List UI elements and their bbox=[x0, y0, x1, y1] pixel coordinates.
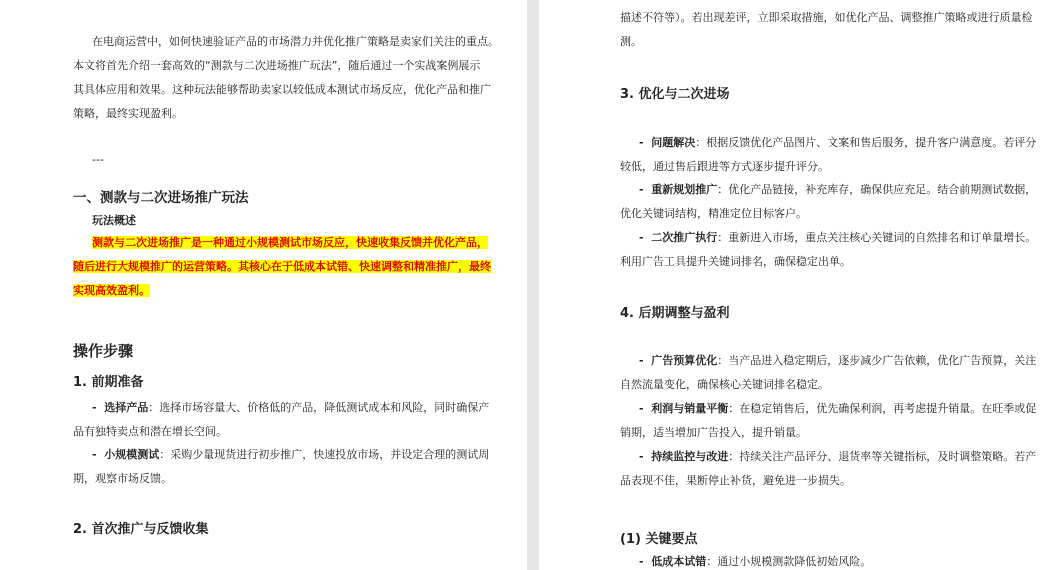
step-1-item-2: - 小规模测试：采购少量现货进行初步推广，快速投放市场，并设定合理的测试周 bbox=[92, 448, 490, 461]
overview-line-3: 实现高效盈利。 bbox=[73, 284, 150, 297]
intro-line-3: 其具体应用和效果。这种玩法能够帮助卖家以较低成本测试市场反应，优化产品和推广 bbox=[73, 83, 491, 96]
page-gap bbox=[527, 0, 539, 570]
step-3-title: 3. 优化与二次进场 bbox=[620, 87, 730, 102]
step-4-item-2: - 利润与销量平衡：在稳定销售后，优先确保利润，再考虑提升销量。在旺季或促 bbox=[639, 402, 1037, 415]
continued-line-2: 测。 bbox=[620, 35, 642, 48]
overview-line-1: 测款与二次进场推广是一种通过小规模测试市场反应，快速收集反馈并优化产品， bbox=[92, 236, 488, 249]
step-4-item-1: - 广告预算优化：当产品进入稳定期后，逐步减少广告依赖，优化广告预算，关注 bbox=[639, 354, 1037, 367]
step-3-item-1: - 问题解决：根据反馈优化产品图片、文案和售后服务，提升客户满意度。若评分 bbox=[639, 136, 1037, 149]
document-page-right bbox=[539, 0, 1061, 570]
section-1-title: 一、测款与二次进场推广玩法 bbox=[73, 190, 249, 206]
step-4-item-3: - 持续监控与改进：持续关注产品评分、退货率等关键指标，及时调整策略。若产 bbox=[639, 450, 1037, 463]
step-3-item-3-cont: 利用广告工具提升关键词排名，确保稳定出单。 bbox=[620, 255, 851, 268]
intro-line-4: 策略，最终实现盈利。 bbox=[73, 107, 183, 120]
intro-line-2: 本文将首先介绍一套高效的“测款与二次进场推广玩法”，随后通过一个实战案例展示 bbox=[73, 59, 481, 72]
key-points-item-1: - 低成本试错：通过小规模测款降低初始风险。 bbox=[639, 555, 872, 568]
step-2-title: 2. 首次推广与反馈收集 bbox=[73, 522, 209, 537]
document-page-left bbox=[0, 0, 527, 570]
step-4-item-1-cont: 自然流量变化，确保核心关键词排名稳定。 bbox=[620, 378, 829, 391]
step-1-title: 1. 前期准备 bbox=[73, 375, 144, 390]
step-1-item-1: - 选择产品：选择市场容量大、价格低的产品，降低测试成本和风险，同时确保产 bbox=[92, 401, 490, 414]
key-points-title: (1) 关键要点 bbox=[620, 532, 698, 547]
step-3-item-2-cont: 优化关键词结构，精准定位目标客户。 bbox=[620, 207, 807, 220]
overview-line-2: 随后进行大规模推广的运营策略。其核心在于低成本试错、快速调整和精准推广，最终 bbox=[73, 260, 491, 273]
steps-title: 操作步骤 bbox=[73, 342, 134, 360]
overview-title: 玩法概述 bbox=[92, 214, 136, 227]
continued-line-1: 描述不符等）。若出现差评，立即采取措施，如优化产品、调整推广策略或进行质量检 bbox=[620, 11, 1033, 24]
step-1-item-2-cont: 期，观察市场反馈。 bbox=[73, 472, 172, 485]
intro-line-1: 在电商运营中，如何快速验证产品的市场潜力并优化推广策略是卖家们关注的重点。 bbox=[92, 35, 499, 48]
step-4-item-2-cont: 销期，适当增加广告投入，提升销量。 bbox=[620, 426, 807, 439]
step-4-item-3-cont: 品表现不佳，果断停止补货，避免进一步损失。 bbox=[620, 474, 851, 487]
step-1-item-1-cont: 品有独特卖点和潜在增长空间。 bbox=[73, 425, 227, 438]
step-4-title: 4. 后期调整与盈利 bbox=[620, 306, 730, 321]
step-3-item-3: - 二次推广执行：重新进入市场，重点关注核心关键词的自然排名和订单量增长。 bbox=[639, 231, 1037, 244]
step-3-item-1-cont: 较低，通过售后跟进等方式逐步提升评分。 bbox=[620, 160, 829, 173]
step-3-item-2: - 重新规划推广：优化产品链接，补充库存，确保供应充足。结合前期测试数据， bbox=[639, 183, 1037, 196]
divider-text: --- bbox=[92, 153, 104, 166]
